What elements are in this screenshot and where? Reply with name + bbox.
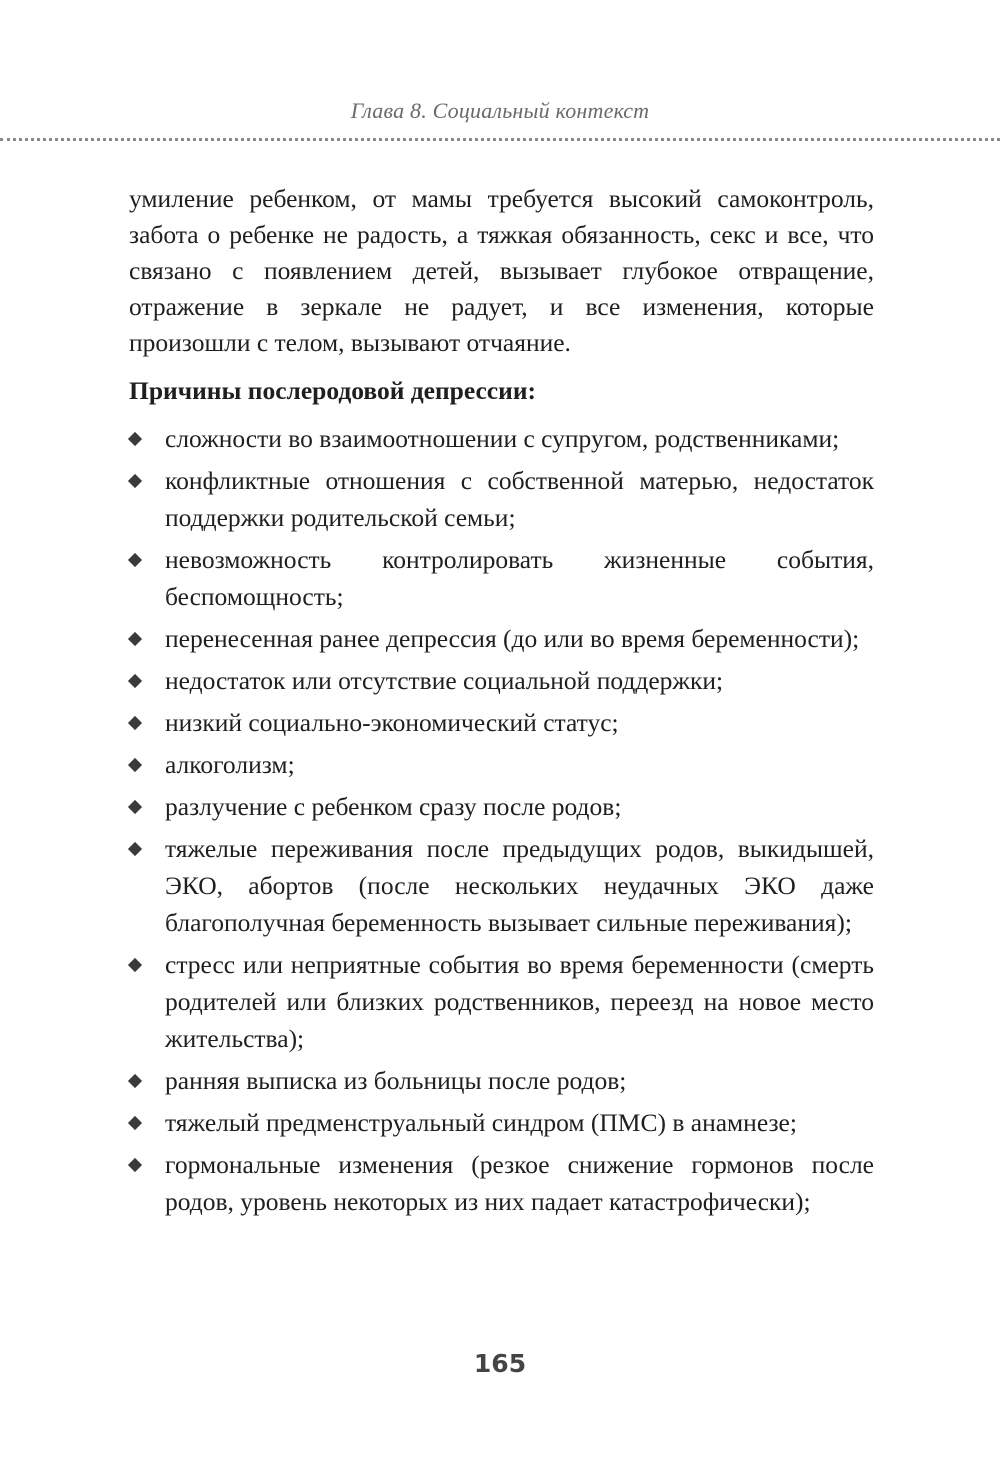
list-item-text: стресс или неприятные события во время беременности (смерть родителей или близких родственников, переезд на новое место жительства); [165, 950, 874, 1053]
list-item [129, 704, 874, 741]
diamond-bullet-icon [128, 958, 142, 972]
list-item-text: невозможность контролировать жизненные события, беспомощность; [165, 545, 874, 611]
list-item [129, 662, 874, 699]
list-item-text: конфликтные отношения с собственной матерью, недостаток поддержки родительской семьи; [165, 466, 874, 532]
section-subheading: Причины послеродовой депрессии: [129, 376, 537, 405]
list-item-text: ранняя выписка из больницы после родов; [165, 1066, 627, 1095]
header-dotted-divider [0, 138, 1000, 141]
list-item [129, 746, 874, 783]
page-number: 165 [473, 1349, 527, 1378]
list-item [129, 1104, 874, 1141]
list-item [129, 1062, 874, 1099]
list-item [129, 462, 874, 536]
list-item-text: низкий социально-экономический статус; [165, 708, 619, 737]
list-item [129, 541, 874, 615]
list-item-text: алкоголизм; [165, 750, 295, 779]
causes-list [129, 420, 874, 1220]
diamond-bullet-icon [128, 800, 142, 814]
intro-paragraph: умиление ребенком, от мамы требуется высокий самоконтроль, забота о ребенке не радость, а тяжкая обязанность, секс и все, что связано с появлением детей, вызывает глубокое отвращение, отражение в зеркале не радует, и все изменения, которые произошли с телом, вызывают отчаяние. [129, 184, 874, 357]
list-item [129, 420, 874, 457]
diamond-bullet-icon [128, 842, 142, 856]
list-item-text: сложности во взаимоотношении с супругом, родственниками; [165, 424, 840, 453]
list-item-text: разлучение с ребенком сразу после родов; [165, 792, 622, 821]
list-item [129, 620, 874, 657]
diamond-bullet-icon [128, 553, 142, 567]
diamond-bullet-icon [128, 758, 142, 772]
diamond-bullet-icon [128, 1158, 142, 1172]
diamond-bullet-icon [128, 1116, 142, 1130]
page-content [129, 181, 874, 1225]
list-item-text: перенесенная ранее депрессия (до или во время беременности); [165, 624, 860, 653]
diamond-bullet-icon [128, 1074, 142, 1088]
list-item-text: тяжелый предменструальный синдром (ПМС) в анамнезе; [165, 1108, 797, 1137]
diamond-bullet-icon [128, 432, 142, 446]
list-item [129, 830, 874, 941]
diamond-bullet-icon [128, 716, 142, 730]
diamond-bullet-icon [128, 674, 142, 688]
diamond-bullet-icon [128, 474, 142, 488]
list-item [129, 1146, 874, 1220]
list-item [129, 788, 874, 825]
diamond-bullet-icon [128, 632, 142, 646]
list-item-text: гормональные изменения (резкое снижение гормонов после родов, уровень некоторых из них падает катастрофически); [165, 1150, 874, 1216]
list-item-text: тяжелые переживания после предыдущих родов, выкидышей, ЭКО, абортов (после нескольких неудачных ЭКО даже благополучная беременность вызывает сильные переживания); [165, 834, 874, 937]
running-head-title: Глава 8. Социальный контекст [350, 98, 650, 123]
list-item-text: недостаток или отсутствие социальной поддержки; [165, 666, 724, 695]
list-item [129, 946, 874, 1057]
